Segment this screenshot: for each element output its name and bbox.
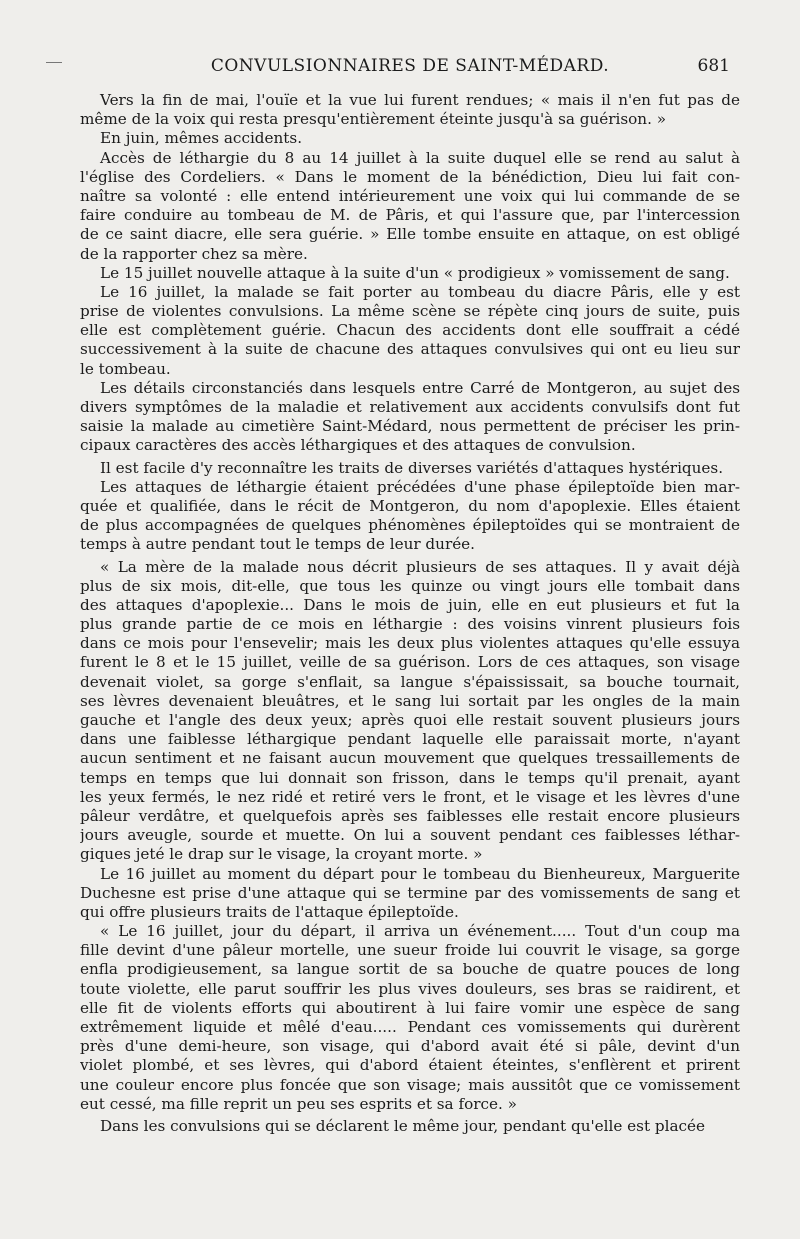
paragraph: [80, 478, 740, 555]
running-header: [80, 56, 740, 84]
text-line: enfla prodigieusement, sa langue sortit de sa bouche de quatre pouces de long: [80, 960, 740, 979]
text-line: prise de violentes convulsions. La même scène se répète cinq jours de suite, puis: [80, 302, 740, 321]
text-line: successivement à la suite de chacune des attaques convulsives qui ont eu lieu sur: [80, 340, 740, 359]
text-line: Le 15 juillet nouvelle attaque à la suite d'un « prodigieux » vomissement de sang.: [100, 263, 730, 282]
text-line: Vers la fin de mai, l'ouïe et la vue lui furent rendues; « mais il n'en fut pas de: [100, 91, 740, 109]
paragraph: [80, 129, 740, 148]
text-line: fille devint d'une pâleur mortelle, une sueur froide lui couvrit le visage, sa gorge: [80, 941, 740, 960]
text-line: extrêmement liquide et mêlé d'eau..... Pendant ces vomissements qui durèrent: [80, 1018, 740, 1036]
text-line: cipaux caractères des accès léthargiques et des attaques de convulsion.: [80, 436, 636, 455]
paragraph: [80, 865, 740, 923]
text-line: elle est complètement guérie. Chacun des accidents dont elle souffrait a cédé: [80, 321, 740, 340]
text-line: En juin, mêmes accidents.: [100, 129, 303, 148]
text-line: Les détails circonstanciés dans lesquels entre Carré de Montgeron, au sujet des: [100, 378, 740, 397]
text-line: « Le 16 juillet, jour du départ, il arriva un événement..... Tout d'un coup ma: [100, 922, 740, 941]
text-line: devenait violet, sa gorge s'enflait, sa langue s'épaississait, sa bouche tournait,: [80, 672, 740, 691]
text-line: plus de six mois, dit-elle, que tous les quinze ou vingt jours elle tombait dans: [80, 576, 740, 595]
text-line: saisie la malade au cimetière Saint-Médard, nous permettent de préciser les prin-: [80, 417, 740, 436]
text-line: « La mère de la malade nous décrit plusieurs de ses attaques. Il y avait déjà: [100, 557, 740, 576]
text-line: l'église des Cordeliers. « Dans le moment de la bénédiction, Dieu lui fait con-: [80, 167, 740, 186]
text-line: eut cessé, ma fille reprit un peu ses esprits et sa force. »: [80, 1094, 517, 1113]
text-line: une couleur encore plus foncée que son visage; mais aussitôt que ce vomissement: [80, 1075, 740, 1094]
text-line: Les attaques de léthargie étaient précédées d'une phase épileptoïde bien mar-: [100, 477, 740, 496]
text-line: Duchesne est prise d'une attaque qui se termine par des vomissements de sang et: [80, 883, 740, 902]
text-line: les yeux fermés, le nez ridé et retiré vers le front, et le visage et les lèvres d'une: [80, 787, 740, 806]
text-line: de plus accompagnées de quelques phénomènes épileptoïdes qui se montraient de: [80, 516, 740, 535]
text-line: dans ce mois pour l'ensevelir; mais les deux plus violentes attaques qu'elle essuya: [80, 634, 740, 653]
text-line: gauche et l'angle des deux yeux; après quoi elle restait souvent plusieurs jours: [80, 711, 740, 729]
paragraph: [80, 283, 740, 379]
text-line: quée et qualifiée, dans le récit de Montgeron, du nom d'apoplexie. Elles étaient: [80, 496, 740, 515]
text-line: le tombeau.: [80, 359, 171, 378]
text-line: de la rapporter chez sa mère.: [80, 244, 308, 263]
body-text: [80, 91, 740, 1136]
text-line: dans une faiblesse léthargique pendant laquelle elle paraissait morte, n'ayant: [80, 730, 740, 749]
text-line: de ce saint diacre, elle sera guérie. » Elle tombe ensuite en attaque, on est obligé: [80, 225, 740, 244]
text-line: Dans les convulsions qui se déclarent le même jour, pendant qu'elle est placée: [100, 1116, 705, 1135]
text-line: violet plombé, et ses lèvres, qui d'abord étaient éteintes, s'enflèrent et prirent: [80, 1056, 740, 1075]
text-line: jours aveugle, sourde et muette. On lui a souvent pendant ces faiblesses léthar-: [80, 826, 740, 845]
text-line: même de la voix qui resta presqu'entièrement éteinte jusqu'à sa guérison. »: [80, 110, 667, 129]
text-line: des attaques d'apoplexie... Dans le mois de juin, elle en eut plusieurs et fut la: [80, 595, 740, 614]
text-line: qui offre plusieurs traits de l'attaque épileptoïde.: [80, 902, 459, 921]
text-line: giques jeté le drap sur le visage, la croyant morte. »: [80, 845, 483, 864]
text-line: temps à autre pendant tout le temps de leur durée.: [80, 535, 476, 554]
text-line: divers symptômes de la maladie et relativement aux accidents convulsifs dont fut: [80, 398, 740, 416]
text-line: pâleur verdâtre, et quelquefois après ses faiblesses elle restait encore plusieurs: [80, 806, 740, 825]
paragraph: [80, 558, 740, 865]
text-line: naître sa volonté : elle entend intérieurement une voix qui lui commande de se: [80, 186, 740, 205]
paragraph: [80, 459, 740, 478]
text-line: furent le 8 et le 15 juillet, veille de sa guérison. Lors de ces attaques, son visage: [80, 653, 740, 672]
text-line: faire conduire au tombeau de M. de Pâris, et qui l'assure que, par l'intercession: [80, 206, 740, 225]
text-line: Accès de léthargie du 8 au 14 juillet à la suite duquel elle se rend au salut à: [100, 148, 740, 167]
page-number: 681: [697, 56, 730, 76]
paragraph: [80, 1117, 740, 1136]
text-line: plus grande partie de ce mois en léthargie : des voisins vinrent plusieurs fois: [80, 615, 740, 634]
paragraph: [80, 379, 740, 456]
text-line: ses lèvres devenaient bleuâtres, et le sang lui sortait par les ongles de la main: [80, 691, 740, 710]
text-line: près d'une demi-heure, son visage, qui d'abord avait été si pâle, devint d'un: [80, 1037, 740, 1056]
paragraph: [80, 264, 740, 283]
text-line: Le 16 juillet, la malade se fait porter au tombeau du diacre Pâris, elle y est: [100, 282, 740, 301]
paragraph: [80, 149, 740, 264]
paragraph: [80, 922, 740, 1114]
text-line: Il est facile d'y reconnaître les traits de diverses variétés d'attaques hystériques.: [100, 458, 724, 477]
text-line: toute violette, elle parut souffrir les plus vives douleurs, ses bras se raidirent, et: [80, 979, 740, 998]
text-line: temps en temps que lui donnait son frisson, dans le temps qu'il prenait, ayant: [80, 768, 740, 787]
running-title: CONVULSIONNAIRES DE SAINT-MÉDARD.: [210, 56, 610, 76]
text-line: elle fit de violents efforts qui aboutirent à lui faire vomir une espèce de sang: [80, 998, 740, 1017]
text-line: Le 16 juillet au moment du départ pour le tombeau du Bienheureux, Marguerite: [100, 864, 740, 883]
text-line: aucun sentiment et ne faisant aucun mouvement que quelques tressaillements de: [80, 749, 740, 768]
margin-mark: [46, 62, 62, 63]
paragraph: [80, 91, 740, 129]
